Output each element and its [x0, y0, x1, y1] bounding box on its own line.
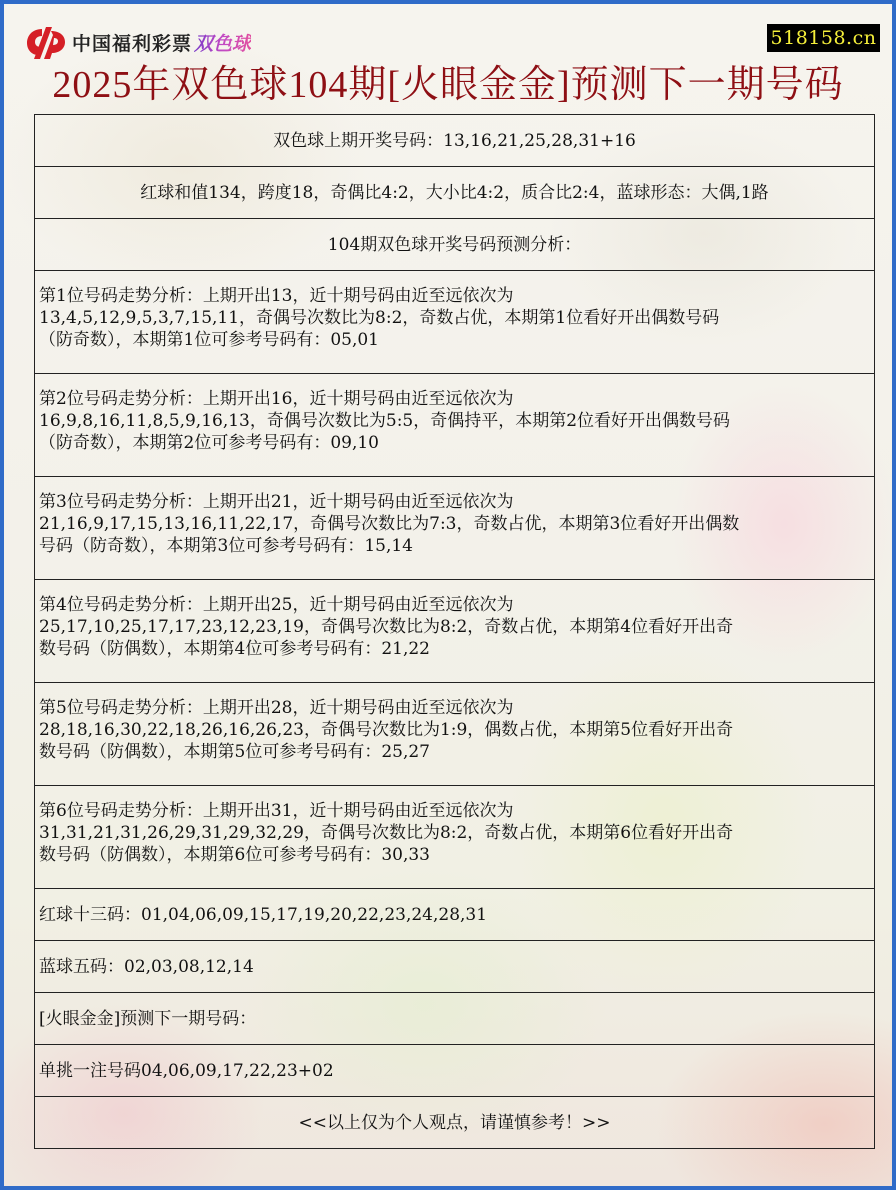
page-title: 2025年双色球104期[火眼金金]预测下一期号码	[52, 64, 844, 106]
position-line-3: 数号码（防偶数），本期第4位可参考号码有：21,22	[39, 639, 430, 659]
cwl-logo-icon	[24, 23, 68, 61]
position-line-2: 28,18,16,30,22,18,26,16,26,23，奇偶号次数比为1:9，偶数占优，本期第5位看好开出奇	[39, 720, 734, 740]
table-row-disclaimer	[35, 1097, 875, 1149]
position-line-2: 16,9,8,16,11,8,5,9,16,13，奇偶号次数比为5:5，奇偶持平，本期第2位看好开出偶数号码	[39, 411, 731, 431]
position-line-1: 第1位号码走势分析：上期开出13，近十期号码由近至远依次为	[39, 286, 514, 306]
position-line-1: 第6位号码走势分析：上期开出31，近十期号码由近至远依次为	[39, 801, 514, 821]
table-row-position-5	[35, 683, 875, 786]
position-line-2: 31,31,21,31,26,29,31,29,32,29，奇偶号次数比为8:2，奇数占优，本期第6位看好开出奇	[39, 823, 734, 843]
red-ball-13-codes: 红球十三码：01,04,06,09,15,17,19,20,22,23,24,28,31	[35, 889, 875, 941]
analysis-heading: 104期双色球开奖号码预测分析：	[35, 219, 875, 271]
lottery-logo	[24, 22, 251, 62]
table-row-position-1	[35, 271, 875, 374]
position-analysis	[35, 786, 875, 889]
position-analysis	[35, 271, 875, 374]
page-frame	[4, 4, 892, 1186]
position-line-2: 13,4,5,12,9,5,3,7,15,11，奇偶号次数比为8:2，奇数占优，本期第1位看好开出偶数号码	[39, 308, 720, 328]
table-row-position-6	[35, 786, 875, 889]
position-line-3: 号码（防奇数），本期第3位可参考号码有：15,14	[39, 536, 413, 556]
table-row-position-3	[35, 477, 875, 580]
position-analysis	[35, 580, 875, 683]
prediction-heading: [火眼金金]预测下一期号码：	[35, 993, 875, 1045]
position-line-2: 25,17,10,25,17,17,23,12,23,19，奇偶号次数比为8:2，奇数占优，本期第4位看好开出奇	[39, 617, 734, 637]
prediction-table	[34, 114, 875, 1149]
table-row-position-2	[35, 374, 875, 477]
disclaimer-text: <<以上仅为个人观点，请谨慎参考！>>	[35, 1097, 875, 1149]
position-line-3: （防奇数），本期第2位可参考号码有：09,10	[39, 433, 379, 453]
table-row-stats	[35, 167, 875, 219]
position-line-3: 数号码（防偶数），本期第6位可参考号码有：30,33	[39, 845, 430, 865]
table-row-position-4	[35, 580, 875, 683]
position-analysis	[35, 477, 875, 580]
position-line-1: 第4位号码走势分析：上期开出25，近十期号码由近至远依次为	[39, 595, 514, 615]
position-line-3: 数号码（防偶数），本期第5位可参考号码有：25,27	[39, 742, 430, 762]
last-draw-text: 双色球上期开奖号码：13,16,21,25,28,31+16	[35, 115, 875, 167]
position-line-2: 21,16,9,17,15,13,16,11,22,17，奇偶号次数比为7:3，奇数占优，本期第3位看好开出偶数	[39, 514, 740, 534]
position-line-1: 第5位号码走势分析：上期开出28，近十期号码由近至远依次为	[39, 698, 514, 718]
table-row-blue5	[35, 941, 875, 993]
position-line-3: （防奇数），本期第1位可参考号码有：05,01	[39, 330, 379, 350]
logo-text: 中国福利彩票	[72, 32, 193, 55]
logo-product-text: 双色球	[194, 29, 251, 56]
table-row-analysis-heading	[35, 219, 875, 271]
table-row-single-ticket	[35, 1045, 875, 1097]
position-line-1: 第2位号码走势分析：上期开出16，近十期号码由近至远依次为	[39, 389, 514, 409]
draw-stats-text: 红球和值134，跨度18，奇偶比4:2，大小比4:2，质合比2:4，蓝球形态：大偶,1路	[35, 167, 875, 219]
position-analysis	[35, 683, 875, 786]
blue-ball-5-codes: 蓝球五码：02,03,08,12,14	[35, 941, 875, 993]
site-badge[interactable]: 518158.cn	[767, 24, 880, 52]
position-analysis	[35, 374, 875, 477]
single-ticket-numbers: 单挑一注号码04,06,09,17,22,23+02	[35, 1045, 875, 1097]
table-row-prediction-heading	[35, 993, 875, 1045]
position-line-1: 第3位号码走势分析：上期开出21，近十期号码由近至远依次为	[39, 492, 514, 512]
table-row-last-draw	[35, 115, 875, 167]
table-row-red13	[35, 889, 875, 941]
